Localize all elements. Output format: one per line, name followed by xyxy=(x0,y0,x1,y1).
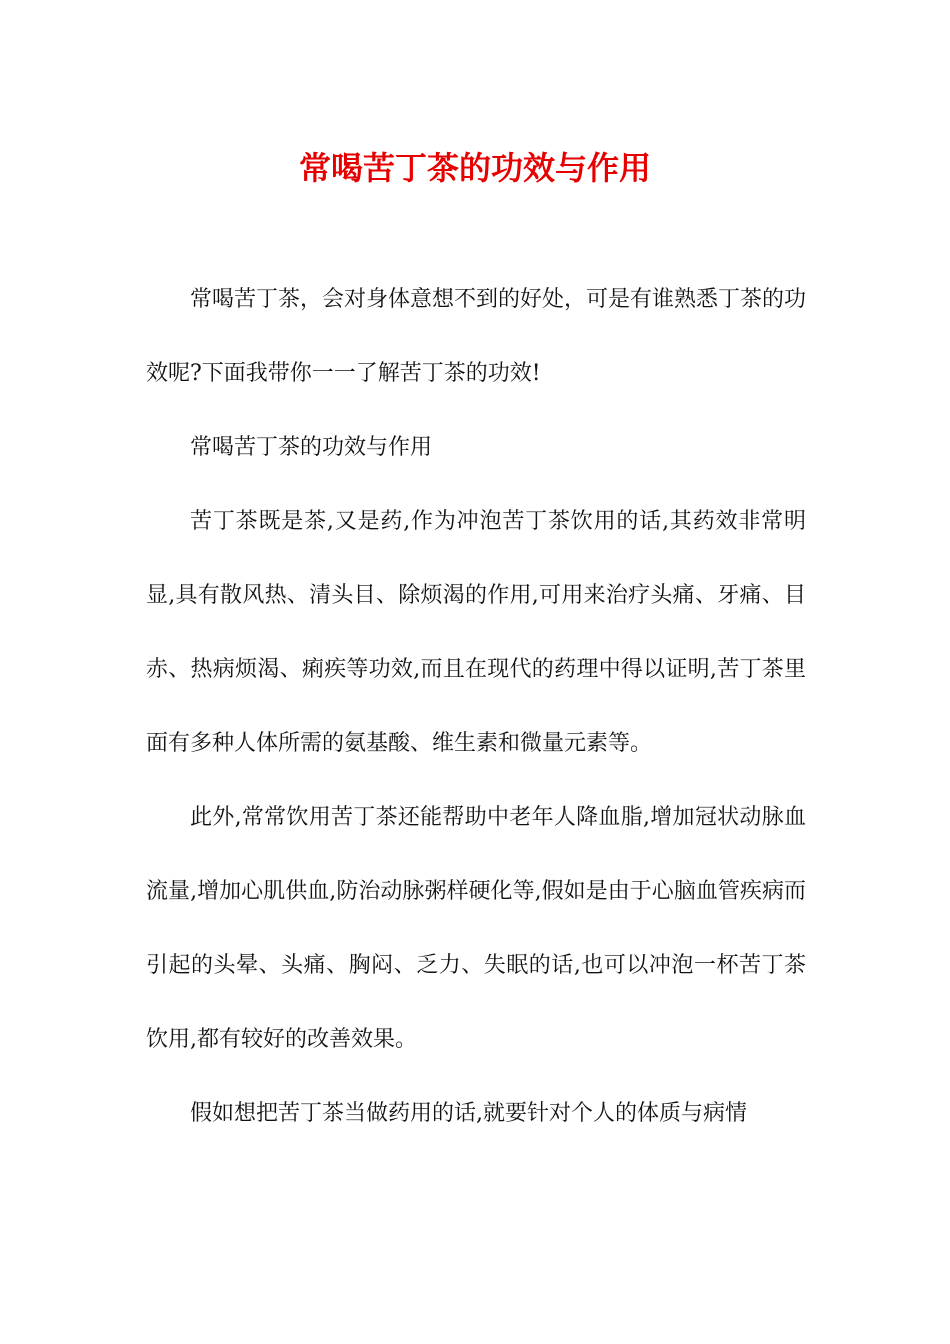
paragraph-cardiovascular: 此外,常常饮用苦丁茶还能帮助中老年人降血脂,增加冠状动脉血流量,增加心肌供血,防治动脉粥样硬化等,假如是由于心脑血管疾病而引起的头晕、头痛、胸闷、乏力、失眠的话,也可以冲泡一杯苦丁茶饮用,都有较好的改善效果。 xyxy=(146,805,806,1052)
document-body xyxy=(146,263,806,1151)
paragraph-intro: 常喝苦丁茶，会对身体意想不到的好处，可是有谁熟悉丁茶的功效呢?下面我带你一一了解苦丁茶的功效! xyxy=(146,287,807,386)
paragraph-heading: 常喝苦丁茶的功效与作用 xyxy=(190,435,433,460)
paragraph-medicinal-use: 假如想把苦丁茶当做药用的话,就要针对个人的体质与病情 xyxy=(190,1101,747,1126)
document-title: 常喝苦丁茶的功效与作用 xyxy=(298,149,651,187)
paragraph-efficacy: 苦丁茶既是茶,又是药,作为冲泡苦丁茶饮用的话,其药效非常明显,具有散风热、清头目、除烦渴的作用,可用来治疗头痛、牙痛、目赤、热病烦渴、痢疾等功效,而且在现代的药理中得以证明,苦丁茶里面有多种人体所需的氨基酸、维生素和微量元素等。 xyxy=(146,509,806,756)
